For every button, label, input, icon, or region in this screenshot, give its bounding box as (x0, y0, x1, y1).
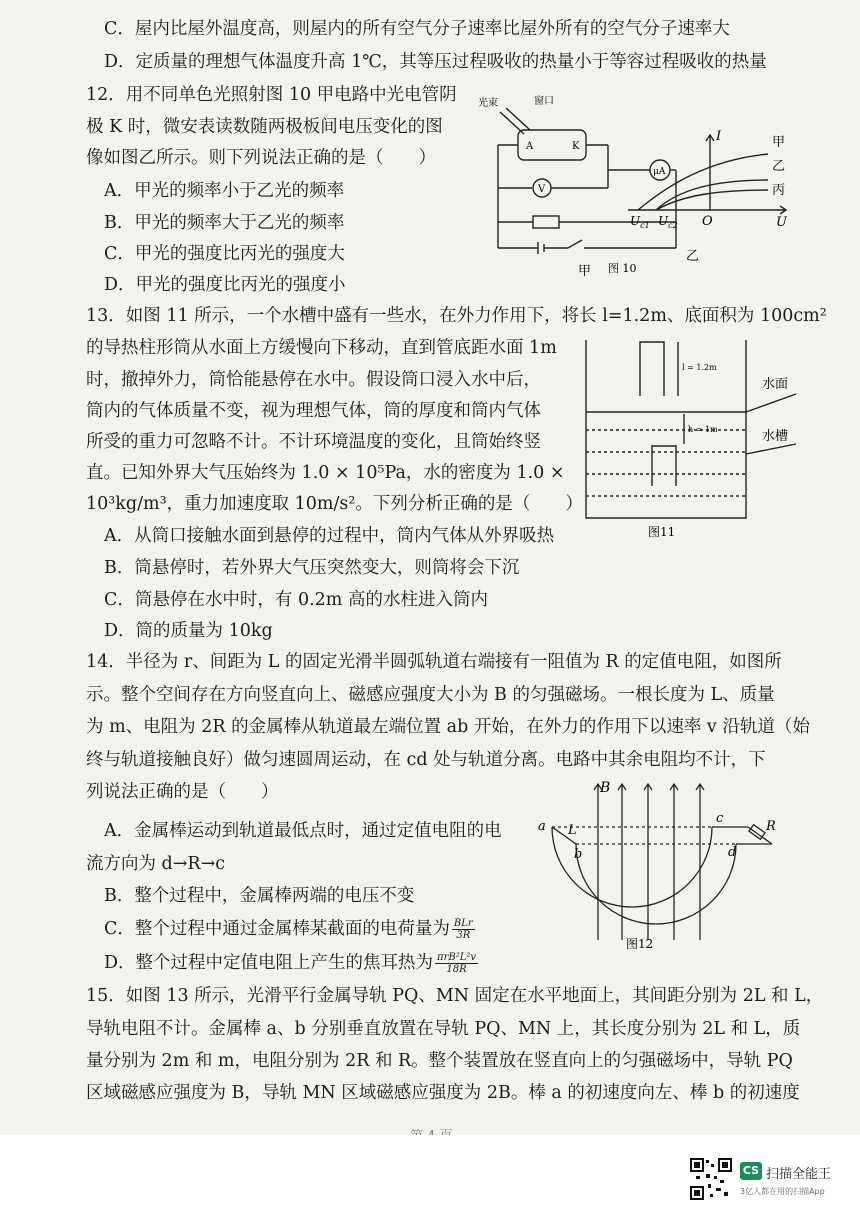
point-a-label: a (538, 819, 546, 834)
q14-option-d-fraction (435, 952, 478, 975)
graph-uc1: $U_{c1}$ (630, 214, 650, 230)
q13-option-c: C．筒悬停在水中时，有 0.2m 高的水柱进入筒内 (104, 590, 488, 610)
tube-length-label: l = 1.2m (682, 363, 717, 372)
q11-option-d: D．定质量的理想气体温度升高 1℃，其等压过程吸收的热量小于等容过程吸收的热量 (104, 52, 767, 72)
resistor-label: R (766, 819, 776, 834)
figure-12 (536, 772, 792, 952)
q15-stem-line-3: 量分别为 2m 和 m，电阻分别为 2R 和 R。整个装置放在竖直向上的匀强磁场中，导轨 PQ (86, 1051, 793, 1071)
q14-option-a-line-1: A．金属棒运动到轨道最低点时，通过定值电阻的电 (104, 821, 502, 841)
q13-stem-line-3: 时，撤掉外力，筒恰能悬停在水中。假设筒口浸入水中后， (86, 370, 541, 390)
graph-sublabel: 乙 (686, 249, 700, 264)
scanner-slogan: 3亿人都在用的扫描App (740, 1187, 825, 1196)
q13-stem-line-4: 筒内的气体质量不变，视为理想气体，筒的厚度和筒内气体 (86, 401, 541, 421)
depth-label: h = 1m (688, 425, 718, 434)
q14-stem-line-5: 列说法正确的是（ ） (86, 782, 279, 802)
q13-option-a: A．从筒口接触水面到悬停的过程中，筒内气体从外界吸热 (104, 526, 555, 546)
q14-option-c-fraction (452, 918, 475, 941)
water-surface-label: 水面 (762, 377, 789, 392)
q14-option-b: B．整个过程中，金属棒两端的电压不变 (104, 886, 415, 906)
q13-stem-line-1: 13．如图 11 所示，一个水槽中盛有一些水，在外力作用下，将长 l=1.2m、底面积为 100cm² (86, 306, 827, 326)
q14-stem-line-4: 终与轨道接触良好）做匀速圆周运动，在 cd 处与轨道分离。电路中其余电阻均不计，下 (86, 750, 766, 770)
q14-option-c-text: C．整个过程中通过金属棒某截面的电荷量为 (104, 919, 450, 939)
q12-option-d: D．甲光的强度比丙光的强度小 (104, 275, 346, 295)
q12-option-b: B．甲光的频率大于乙光的频率 (104, 213, 345, 233)
q13-stem-line-5: 所受的重力可忽略不计。不计环境温度的变化，且筒始终竖 (86, 432, 541, 452)
q13-option-b: B．筒悬停时，若外界大气压突然变大，则筒将会下沉 (104, 558, 520, 578)
q14-option-a-line-2: 流方向为 d→R→c (86, 854, 226, 874)
q13-stem-line-7: 10³kg/m³，重力加速度取 10m/s²。下列分析正确的是（ ） (86, 494, 583, 514)
graph-axis-u: U (776, 215, 787, 230)
scanner-app-name: 扫描全能王 (766, 1167, 832, 1182)
light-beam-label: 光束 (478, 98, 498, 109)
figure-11-caption: 图11 (648, 525, 676, 539)
q12-stem-line-1: 12．用不同单色光照射图 10 甲电路中光电管阴 (86, 85, 457, 105)
q14-stem-line-2: 示。整个空间存在方向竖直向上、磁感应强度大小为 B 的匀强磁场。一根长度为 L、质量 (86, 685, 775, 705)
q14-option-c (104, 918, 475, 941)
window-label: 窗口 (534, 96, 554, 107)
q12-option-a: A．甲光的频率小于乙光的频率 (104, 181, 345, 201)
q14-option-d-text: D．整个过程中定值电阻上产生的焦耳热为 (104, 953, 434, 973)
point-b-label: b (574, 847, 583, 862)
tank-label: 水槽 (762, 429, 789, 444)
q11-option-c: C．屋内比屋外温度高，则屋内的所有空气分子速率比屋外所有的空气分子速率大 (104, 19, 730, 39)
scanner-logo: CS (740, 1162, 762, 1180)
q15-stem-line-1: 15．如图 13 所示，光滑平行金属导轨 PQ、MN 固定在水平地面上，其间距分别为 2L 和 L， (86, 986, 824, 1006)
curve-label-1: 甲 (772, 135, 786, 150)
figure-10 (478, 90, 798, 285)
fraction-denominator: 3R (456, 930, 471, 941)
fraction-denominator: 18R (446, 964, 467, 975)
figure-11 (578, 334, 808, 542)
fraction-numerator: πrB²L²v (437, 952, 477, 963)
q14-option-d (104, 952, 478, 975)
voltmeter-label: V (538, 184, 546, 195)
ammeter-label: μA (653, 167, 666, 177)
b-field-label: B (600, 780, 611, 796)
fraction-numerator: BLr (453, 918, 473, 929)
q13-stem-line-6: 直。已知外界大气压始终为 1.0 × 10⁵Pa，水的密度为 1.0 × (86, 463, 565, 483)
figure-12-caption: 图12 (626, 937, 654, 951)
point-c-label: c (716, 811, 724, 826)
q12-option-c: C．甲光的强度比丙光的强度大 (104, 244, 345, 264)
circuit-sublabel: 甲 (578, 264, 592, 279)
figure-10-caption: 图 10 (608, 262, 637, 275)
q12-stem-line-2: 极 K 时，微安表读数随两极板间电压变化的图 (86, 117, 443, 137)
q14-stem-line-3: 为 m、电阻为 2R 的金属棒从轨道最左端位置 ab 开始，在外力的作用下以速率 v 沿轨道（始 (86, 717, 810, 737)
qr-code-icon (690, 1158, 732, 1200)
curve-label-3: 丙 (772, 183, 786, 198)
q15-stem-line-2: 导轨电阻不计。金属棒 a、b 分别垂直放置在导轨 PQ、MN 上，其长度分别为 2L 和 L，质 (86, 1019, 801, 1039)
graph-uc2: $U_{c2}$ (658, 214, 678, 230)
curve-label-2: 乙 (772, 159, 786, 174)
anode-label: A (526, 141, 534, 152)
cathode-label: K (572, 141, 580, 152)
q13-stem-line-2: 的导热柱形筒从水面上方缓慢向下移动，直到管底距水面 1m (86, 338, 557, 358)
q14-stem-line-1: 14．半径为 r、间距为 L 的固定光滑半圆弧轨道右端接有一阻值为 R 的定值电阻，如图所 (86, 652, 782, 672)
point-d-label: d (728, 845, 737, 860)
q15-stem-line-4: 区域磁感应强度为 B，导轨 MN 区域磁感应强度为 2B。棒 a 的初速度向左、棒 b 的初速度 (86, 1083, 800, 1103)
rail-spacing-label: L (568, 823, 577, 838)
graph-origin: O (702, 214, 713, 229)
q12-stem-line-3: 像如图乙所示。则下列说法正确的是（ ） (86, 148, 436, 168)
q13-option-d: D．筒的质量为 10kg (104, 621, 273, 641)
graph-axis-i: I (716, 129, 722, 144)
